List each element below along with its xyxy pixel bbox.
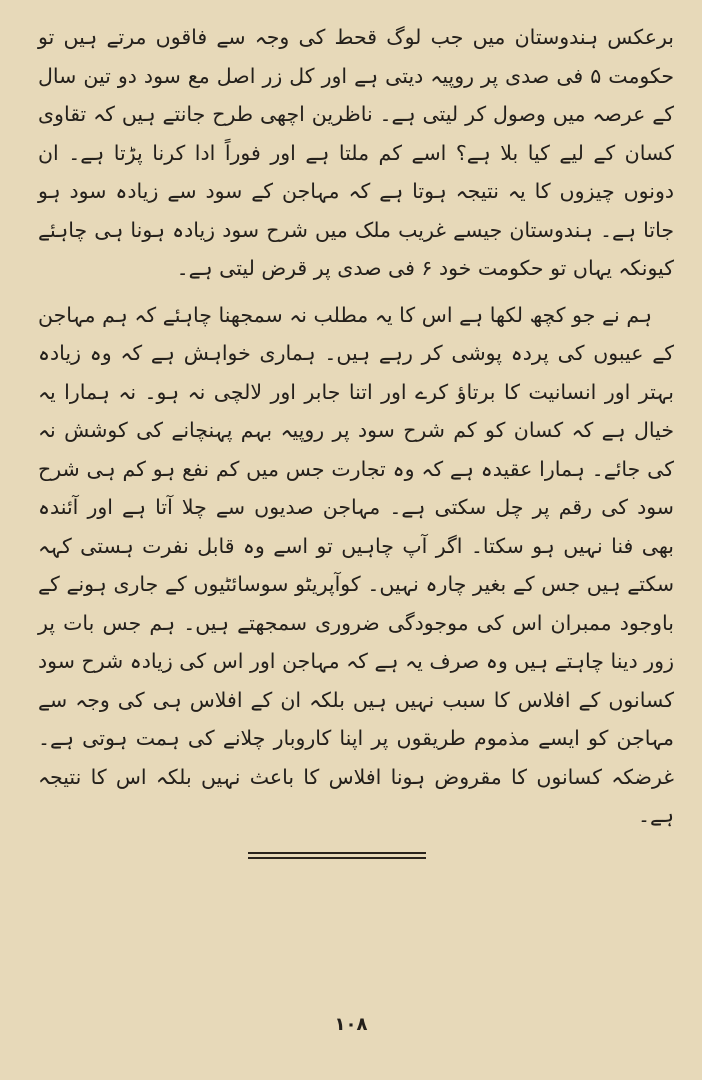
- paragraph-2: [22, 296, 680, 835]
- section-divider: [248, 852, 426, 860]
- divider-line-bottom: [248, 857, 426, 859]
- paragraph-1: برعکس ہندوستان میں جب لوگ قحط کی وجہ سے فاقوں مرتے ہیں تو حکومت ۵ فی صدی پر روپیہ دیتی ہے اور کل زر اصل مع سود دو تین سال کے عرصہ میں وصول کر لیتی ہے۔ ناظرین اچھی طرح جانتے ہیں کہ تقاوی کسان کے لیے کیا بلا ہے؟ اسے کم ملتا ہے اور فوراً ادا کرنا پڑتا ہے۔ ان دونوں چیزوں کا یہ نتیجہ ہوتا ہے کہ مہاجن کے سود سے زیادہ سود ہو جاتا ہے۔ ہندوستان جیسے غریب ملک میں شرح سود زیادہ ہونا ہی چاہئے کیونکہ یہاں تو حکومت خود ۶ فی صدی پر قرض لیتی ہے۔: [38, 25, 675, 280]
- paragraph-2-text: ہم نے جو کچھ لکھا ہے اس کا یہ مطلب نہ سمجھنا چاہئے کہ ہم مہاجن کے عیبوں کی پردہ پوشی کر رہے ہیں۔ ہماری خواہش ہے کہ وہ زیادہ بہتر اور انسانیت کا برتاؤ کرے اور اتنا جابر اور لالچی نہ ہو۔ نہ ہمارا یہ خیال ہے کہ کسان کو کم شرح سود پر روپیہ بہم پہنچانے کی کوشش نہ کی جائے۔ ہمارا عقیدہ ہے کہ وہ تجارت جس میں کم نفع ہو کم ہی شرح سود کی رقم پر چل سکتی ہے۔ مہاجن صدیوں سے چلا آتا ہے اور آئندہ بھی فنا نہیں ہو سکتا۔ اگر آپ چاہیں تو اسے وہ قابل نفرت ہستی کہہ سکتے ہیں جس کے بغیر چارہ نہیں۔ کوآپریٹو سوسائٹیوں کے جاری ہونے کے باوجود ممبران اس کی موجودگی ضروری سمجھتے ہیں۔ ہم جس بات پر زور دینا چاہتے ہیں وہ صرف یہ ہے کہ مہاجن اور اس کی زیادہ شرح سود کسانوں کے افلاس کا سبب نہیں ہیں بلکہ ان کے افلاس ہی کی وجہ سے مہاجن کو ایسے مذموم طریقوں پر اپنا کاروبار چلانے کی ہمت ہوتی ہے۔ غرضکہ کسانوں کا مقروض ہونا افلاس کا باعث نہیں بلکہ اس کا نتیجہ ہے۔: [38, 302, 674, 827]
- divider-line-top: [248, 852, 426, 854]
- page-number: ۱۰۸: [334, 1014, 368, 1035]
